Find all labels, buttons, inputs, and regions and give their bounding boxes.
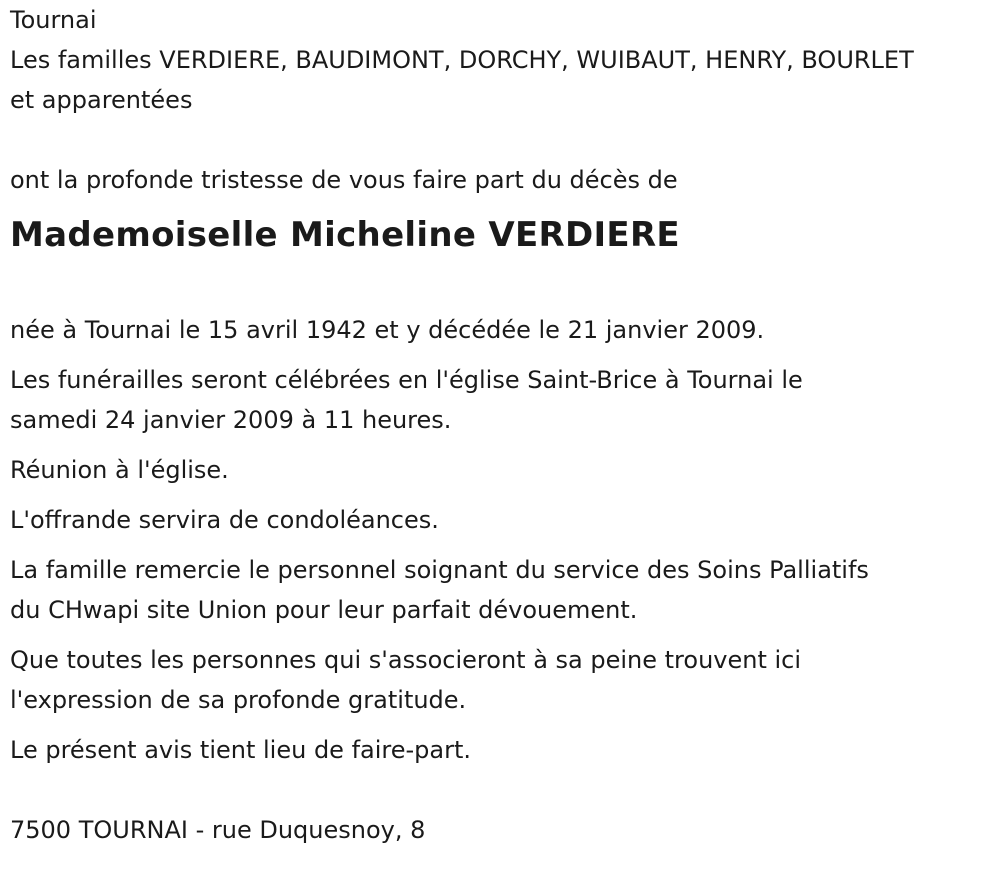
spacer xyxy=(10,120,995,160)
offering-paragraph: L'offrande servira de condoléances. xyxy=(10,506,439,534)
funeral-paragraph xyxy=(10,360,995,440)
thanks-line-1: La famille remercie le personnel soignant du service des Soins Palliatifs xyxy=(10,556,869,584)
funeral-line-1: Les funérailles seront célébrées en l'église Saint-Brice à Tournai le xyxy=(10,366,803,394)
relatives-line: et apparentées xyxy=(10,86,193,114)
announcement-line: ont la profonde tristesse de vous faire part du décès de xyxy=(10,166,678,194)
deceased-name: Mademoiselle Micheline VERDIERE xyxy=(10,215,680,255)
gratitude-paragraph xyxy=(10,640,995,720)
birth-death-paragraph: née à Tournai le 15 avril 1942 et y décédée le 21 janvier 2009. xyxy=(10,316,765,344)
obituary-notice xyxy=(10,0,995,850)
address-line: 7500 TOURNAI - rue Duquesnoy, 8 xyxy=(10,816,426,844)
funeral-line-2: samedi 24 janvier 2009 à 11 heures. xyxy=(10,406,452,434)
spacer xyxy=(10,265,995,310)
city-heading: Tournai xyxy=(10,6,97,34)
thanks-paragraph xyxy=(10,550,995,630)
gratitude-line-1: Que toutes les personnes qui s'associeront à sa peine trouvent ici xyxy=(10,646,802,674)
notice-paragraph: Le présent avis tient lieu de faire-part. xyxy=(10,736,472,764)
families-line: Les familles VERDIERE, BAUDIMONT, DORCHY, WUIBAUT, HENRY, BOURLET xyxy=(10,46,914,74)
meeting-paragraph: Réunion à l'église. xyxy=(10,456,229,484)
thanks-line-2: du CHwapi site Union pour leur parfait dévouement. xyxy=(10,596,638,624)
gratitude-line-2: l'expression de sa profonde gratitude. xyxy=(10,686,467,714)
